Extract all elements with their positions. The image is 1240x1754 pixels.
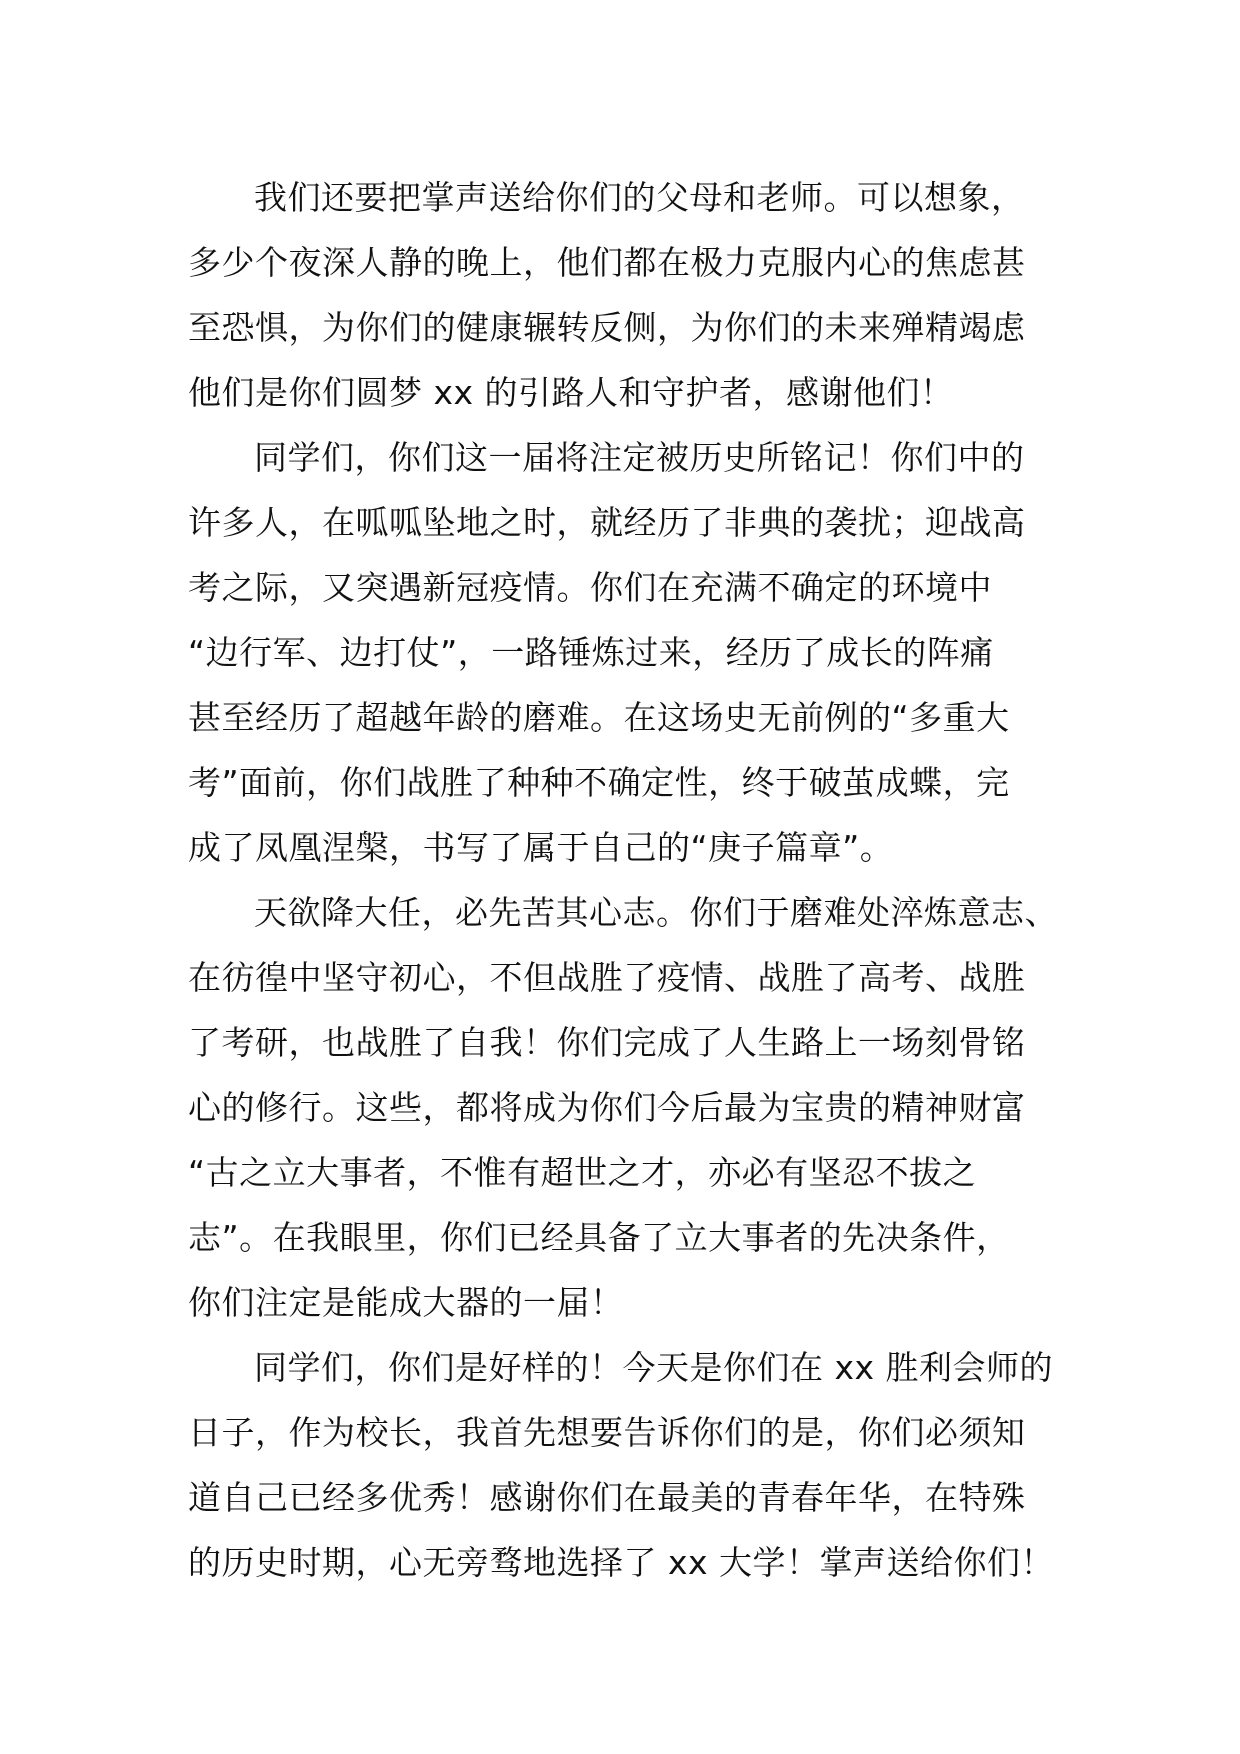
paragraph-parents-teachers xyxy=(188,165,1058,425)
text-line: 道自己已经多优秀！感谢你们在最美的青春年华，在特殊 xyxy=(188,1478,1026,1517)
text-line: 至恐惧，为你们的健康辗转反侧，为你们的未来殚精竭虑 xyxy=(188,308,1026,347)
paragraph-congratulations xyxy=(188,1335,1058,1595)
text-line: 在彷徨中坚守初心，不但战胜了疫情、战胜了高考、战胜 xyxy=(188,958,1026,997)
text-line: 他们是你们圆梦 xx 的引路人和守护者，感谢他们！ xyxy=(188,373,954,412)
text-line: 考之际，又突遇新冠疫情。你们在充满不确定的环境中 xyxy=(188,568,992,607)
text-line: 的历史时期，心无旁骛地选择了 xx 大学！掌声送给你们！ xyxy=(188,1543,1055,1582)
paragraph-hardship xyxy=(188,880,1058,1335)
text-line: 甚至经历了超越年龄的磨难。在这场史无前例的“多重大 xyxy=(188,698,1010,737)
text-line: “古之立大事者，不惟有超世之才，亦必有坚忍不拔之 xyxy=(188,1153,977,1192)
speech-text xyxy=(188,165,1058,1595)
text-line: 多少个夜深人静的晚上，他们都在极力克服内心的焦虑甚 xyxy=(188,243,1026,282)
text-line: 许多人，在呱呱坠地之时，就经历了非典的袭扰；迎战高 xyxy=(188,503,1026,542)
text-line: 了考研，也战胜了自我！你们完成了人生路上一场刻骨铭 xyxy=(188,1023,1026,1062)
text-line: 同学们，你们是好样的！今天是你们在 xx 胜利会师的 xyxy=(254,1348,1054,1387)
text-line: 成了凤凰涅槃，书写了属于自己的“庚子篇章”。 xyxy=(188,828,894,867)
text-line: 你们注定是能成大器的一届！ xyxy=(188,1283,624,1322)
text-line: 我们还要把掌声送给你们的父母和老师。可以想象， xyxy=(254,178,1025,217)
text-line: 考”面前，你们战胜了种种不确定性，终于破茧成蝶，完 xyxy=(188,763,1010,802)
paragraph-historic-class xyxy=(188,425,1058,880)
text-line: 志”。在我眼里，你们已经具备了立大事者的先决条件， xyxy=(188,1218,1010,1257)
text-line: “边行军、边打仗”，一路锤炼过来，经历了成长的阵痛 xyxy=(188,633,994,672)
text-line: 同学们，你们这一届将注定被历史所铭记！你们中的 xyxy=(254,438,1025,477)
text-line: 日子，作为校长，我首先想要告诉你们的是，你们必须知 xyxy=(188,1413,1026,1452)
text-line: 心的修行。这些，都将成为你们今后最为宝贵的精神财富 xyxy=(188,1088,1026,1127)
text-line: 天欲降大任，必先苦其心志。你们于磨难处淬炼意志、 xyxy=(254,893,1058,932)
